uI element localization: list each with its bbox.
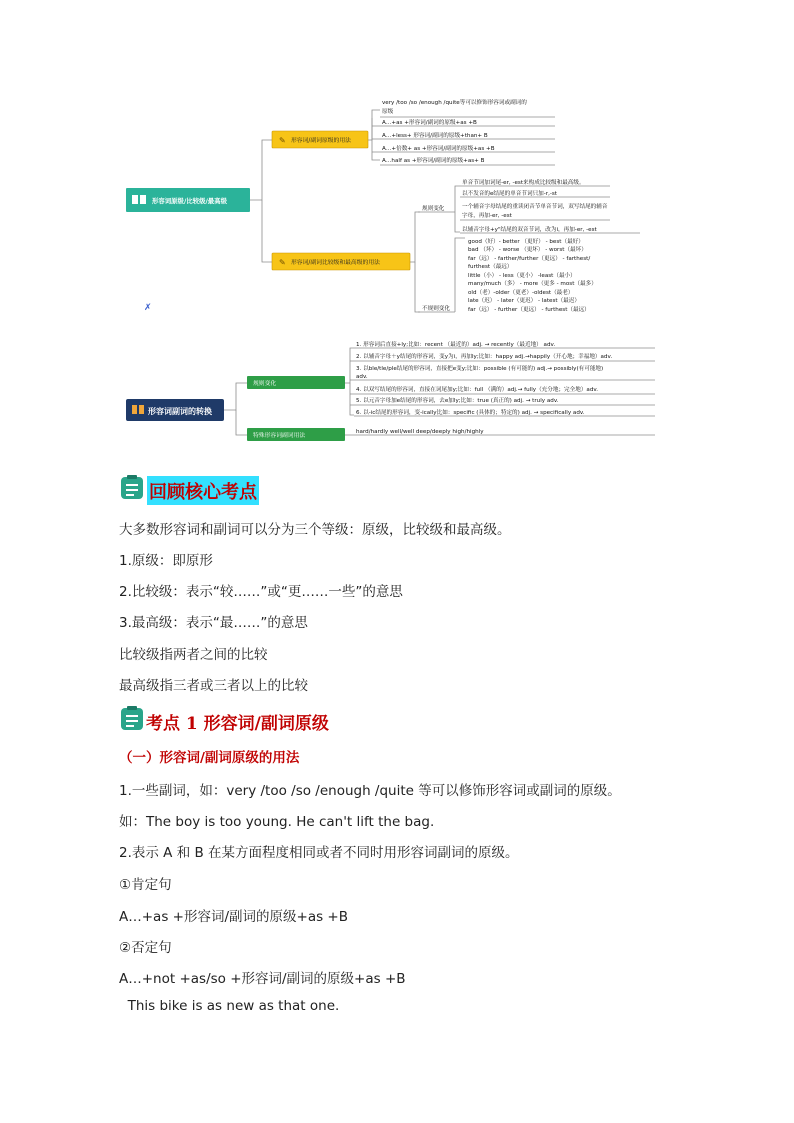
mindmap1-irregular-item: late（迟） - later（更迟） - latest（最迟） bbox=[468, 298, 580, 304]
mindmap1-branch-compare: 形容词/副词比较级和最高级的用法 bbox=[291, 260, 380, 266]
mindmap1-irregular-item: many/much（多） - more（更多 - most（最多） bbox=[468, 281, 597, 287]
mindmap2-regular-item: 2. 以辅音字母＋y结尾的形容词，变y为i，再加ly;比如：happy adj.→happily（开心地；幸福地）adv. bbox=[356, 354, 613, 360]
mindmap1-irregular-item: furthest（最远） bbox=[468, 264, 513, 270]
mindmap2-regular-item: 1. 形容词后直接+ly;比如：recent （最近的）adj. → recently（最近地） adv. bbox=[356, 342, 556, 348]
mindmap2-special-label: 特殊形容词副词用法 bbox=[253, 433, 306, 439]
pencil-icon: ✎ bbox=[279, 258, 286, 267]
review-line: 3.最高级：表示“最……”的意思 bbox=[119, 615, 308, 631]
mindmap1-regular-item: 以不发音的e结尾的单音节词只加-r,-st bbox=[462, 191, 557, 197]
review-line: 最高级指三者或三者以上的比较 bbox=[119, 678, 308, 694]
mindmap1-positive-item: very /too /so /enough /quite等可以修饰形容词或副词的 bbox=[382, 100, 527, 106]
mindmap1-irregular-item: old（老）-older（更老）-oldest（最老） bbox=[468, 290, 574, 296]
point1-line: 1.一些副词，如：very /too /so /enough /quite 等可以修饰形容词或副词的原级。 bbox=[119, 783, 621, 799]
point1-subtitle: （一）形容词/副词原级的用法 bbox=[119, 750, 300, 766]
pencil-icon: ✎ bbox=[279, 136, 286, 145]
point1-line: ①肯定句 bbox=[119, 877, 172, 893]
mindmap-conversion bbox=[0, 0, 794, 460]
review-title-highlight bbox=[147, 476, 259, 505]
review-line: 比较级指两者之间的比较 bbox=[119, 647, 268, 663]
point1-line: A…+as +形容词/副词的原级+as +B bbox=[119, 909, 348, 925]
mindmap2-regular-item: 5. 以元音字母加e结尾的形容词，去e加ly;比如：true (真正的) adj. → truly adv. bbox=[356, 398, 559, 404]
mindmap1-regular-item: 字母，再加-er, -est bbox=[462, 213, 512, 219]
mindmap1-positive-item: A…half as +形容词/副词的原级+as+ B bbox=[382, 158, 485, 164]
mindmap1-positive-item: A…+倍数+ as +形容词/副词的原级+as +B bbox=[382, 146, 495, 152]
mindmap2-special-text: hard/hardly well/well deep/deeply high/highly bbox=[356, 429, 484, 435]
mindmap1-irregular-item: far（远） - further（更远） - furthest（最远） bbox=[468, 307, 590, 313]
point1-line: ②否定句 bbox=[119, 940, 172, 956]
mindmap1-irregular-item: bad （坏） - worse （更坏） - worst（最坏） bbox=[468, 247, 587, 253]
mindmap2-regular-item: adv. bbox=[356, 374, 368, 380]
point1-line: This bike is as new as that one. bbox=[119, 998, 340, 1014]
notebook-icon bbox=[121, 477, 143, 499]
mindmap1-regular-item: 以辅音字母+y"结尾的双音节词，改为i，再加-er, -est bbox=[462, 227, 597, 233]
mindmap2-root: 形容词副词的转换 bbox=[148, 407, 212, 416]
mindmap2-regular-item: 3. 以ble/tle/ple结尾的形容词，直接把e变y;比如：possible (有可能的) adj.→ possibly(有可能地) bbox=[356, 366, 604, 372]
point1-title: 考点 1 形容词/副词原级 bbox=[146, 714, 329, 734]
mindmap1-branch-positive: 形容词/副词原级的用法 bbox=[291, 138, 351, 144]
mindmap1-positive-item: 原级 bbox=[382, 109, 394, 115]
review-title: 回顾核心考点 bbox=[149, 482, 257, 503]
review-line: 2.比较级：表示“较……”或“更……一些”的意思 bbox=[119, 584, 403, 600]
mindmap1-positive-item: A…+as +形容词/副词的原级+as +B bbox=[382, 120, 477, 126]
mindmap1-irregular-item: good（好）- better （更好） - best（最好） bbox=[468, 239, 584, 245]
mindmap2-regular-item: 6. 以-ic结尾的形容词，变-ically比如：specific (具体的；特定的) adj. → specifically adv. bbox=[356, 410, 585, 416]
mindmap2-regular-label: 规则变化 bbox=[253, 381, 277, 387]
mindmap1-root: 形容词原级/比较级/最高级 bbox=[152, 197, 227, 205]
mindmap1-regular-item: 单音节词加词尾-er, -est来构成比较级和最高级。 bbox=[462, 180, 585, 186]
mindmap1-regular-label: 规则变化 bbox=[422, 206, 445, 212]
mindmap1-irregular-label: 不规则变化 bbox=[422, 306, 450, 312]
mindmap1-positive-item: A…+less+ 形容词/副词的原级+than+ B bbox=[382, 133, 488, 139]
mindmap2-regular-item: 4. 以双写结尾的形容词，直接在词尾加y;比如：full （满的）adj.→ fully（充分地；完全地）adv. bbox=[356, 387, 599, 393]
mindmap1-irregular-item: little（小） - less（更小） -least（最小） bbox=[468, 273, 576, 279]
mindmap1-irregular-item: far（远） - farther/further（更远） - farthest/ bbox=[468, 256, 591, 262]
notebook-icon bbox=[121, 708, 143, 730]
point1-line: 2.表示 A 和 B 在某方面程度相同或者不同时用形容词副词的原级。 bbox=[119, 845, 519, 861]
cursor-mark-icon: ✗ bbox=[144, 303, 152, 313]
point1-line: 如：The boy is too young. He can't lift the bag. bbox=[119, 814, 435, 830]
review-line: 1.原级：即原形 bbox=[119, 553, 213, 569]
review-line: 大多数形容词和副词可以分为三个等级：原级，比较级和最高级。 bbox=[119, 522, 511, 538]
mindmap1-regular-item: 一个辅音字母结尾的重读闭音节单音节词，双写结尾的辅音 bbox=[462, 204, 608, 210]
point1-line: A…+not +as/so +形容词/副词的原级+as +B bbox=[119, 971, 406, 987]
